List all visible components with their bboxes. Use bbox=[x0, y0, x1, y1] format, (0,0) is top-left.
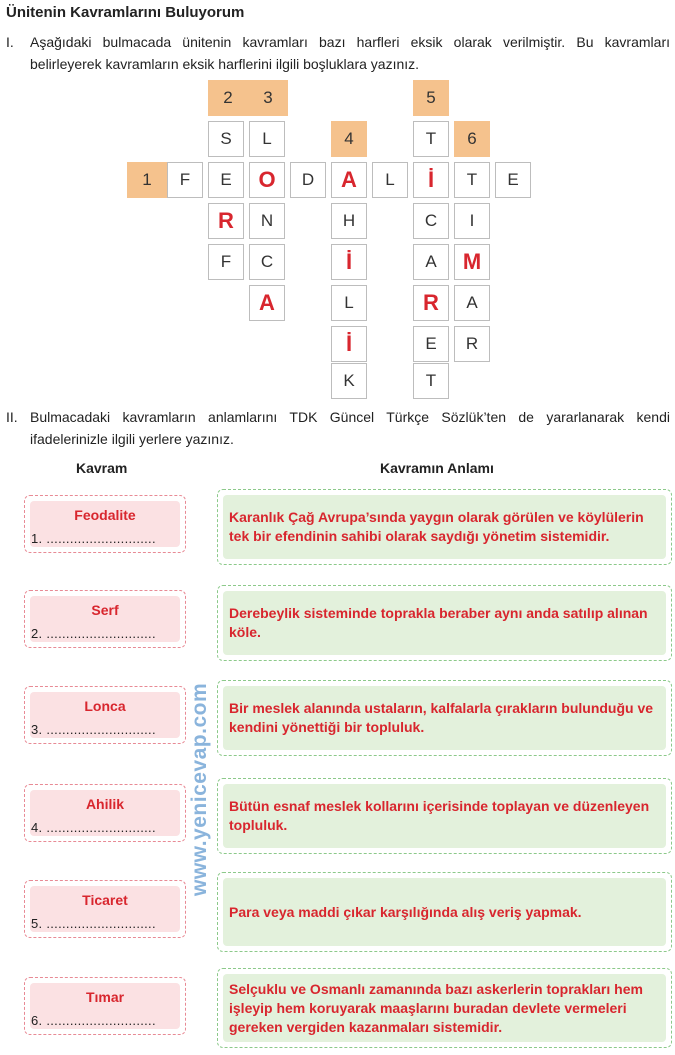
term-answer: Feodalite bbox=[74, 507, 136, 523]
column-header-anlam: Kavramın Anlamı bbox=[380, 460, 494, 476]
puzzle-cell: T bbox=[413, 121, 449, 157]
term-box bbox=[24, 880, 186, 938]
puzzle-cell: E bbox=[495, 162, 531, 198]
term-number: 6. ............................ bbox=[31, 1013, 156, 1028]
puzzle-cell: L bbox=[249, 121, 285, 157]
puzzle-cell: E bbox=[413, 326, 449, 362]
puzzle-cell-filled: R bbox=[208, 203, 244, 239]
puzzle-cell: A bbox=[454, 285, 490, 321]
term-number: 2. ............................ bbox=[31, 626, 156, 641]
puzzle-cell-filled: A bbox=[249, 285, 285, 321]
meaning-text: Karanlık Çağ Avrupa’sında yaygın olarak görülen ve köylülerin tek bir efendinin sahibi olarak saydığı yönetim sistemidir. bbox=[229, 509, 644, 544]
puzzle-cell: K bbox=[331, 363, 367, 399]
puzzle-number-2: 2 bbox=[208, 80, 248, 116]
term-answer: Ahilik bbox=[85, 796, 125, 812]
puzzle-cell: C bbox=[249, 244, 285, 280]
meaning-text: Para veya maddi çıkar karşılığında alış veriş yapmak. bbox=[229, 903, 582, 920]
puzzle-cell: T bbox=[413, 363, 449, 399]
puzzle-number-1: 1 bbox=[127, 162, 167, 198]
instruction-text: Aşağıdaki bulmacada ünitenin kavramları bazı harfleri eksik olarak verilmiştir. Bu kavramları belirleyerek kavramların eksik harflerini ilgili boşluklara yazınız. bbox=[30, 34, 670, 72]
term-box bbox=[24, 977, 186, 1035]
meaning-box bbox=[217, 489, 672, 565]
column-header-kavram: Kavram bbox=[76, 460, 128, 476]
puzzle-cell: T bbox=[454, 162, 490, 198]
puzzle-cell: L bbox=[372, 162, 408, 198]
meaning-box bbox=[217, 778, 672, 854]
puzzle-cell: S bbox=[208, 121, 244, 157]
term-box bbox=[24, 686, 186, 744]
meaning-text: Bir meslek alanında ustaların, kalfalarla çırakların bulunduğu ve kendini yönettiği bir topluluk. bbox=[229, 700, 654, 735]
puzzle-number-6: 6 bbox=[454, 121, 490, 157]
term-answer: Tımar bbox=[85, 989, 125, 1005]
puzzle-cell: H bbox=[331, 203, 367, 239]
instruction-part-2 bbox=[6, 406, 670, 450]
term-answer: Lonca bbox=[84, 698, 126, 714]
meaning-text: Selçuklu ve Osmanlı zamanında bazı askerlerin toprakları hem işleyip hem koruyarak maaşlarını buradan devlete vermeleri gereken vergiden kazanmaları sistemidir. bbox=[229, 980, 643, 1035]
term-number: 1. ............................ bbox=[31, 531, 156, 546]
puzzle-number-4: 4 bbox=[331, 121, 367, 157]
meaning-box bbox=[217, 872, 672, 952]
puzzle-cell: F bbox=[167, 162, 203, 198]
puzzle-number-3: 3 bbox=[248, 80, 288, 116]
puzzle-cell: D bbox=[290, 162, 326, 198]
term-box bbox=[24, 590, 186, 648]
puzzle-number-5: 5 bbox=[413, 80, 449, 116]
puzzle-cell: F bbox=[208, 244, 244, 280]
puzzle-cell: I bbox=[454, 203, 490, 239]
puzzle-cell-filled: R bbox=[413, 285, 449, 321]
watermark bbox=[178, 660, 218, 900]
term-number: 3. ............................ bbox=[31, 722, 156, 737]
puzzle-cell-filled: A bbox=[331, 162, 367, 198]
puzzle-cell: R bbox=[454, 326, 490, 362]
puzzle-cell: C bbox=[413, 203, 449, 239]
meaning-text: Derebeylik sisteminde toprakla beraber aynı anda satılıp alınan köle. bbox=[229, 605, 648, 640]
term-answer: Serf bbox=[91, 602, 119, 618]
meaning-box bbox=[217, 968, 672, 1048]
term-number: 4. ............................ bbox=[31, 820, 156, 835]
puzzle-cell-filled: İ bbox=[331, 326, 367, 362]
puzzle-cell-filled: M bbox=[454, 244, 490, 280]
watermark-text: www.yenicevap.com bbox=[188, 682, 211, 896]
instruction-part-1 bbox=[6, 31, 670, 75]
puzzle-cell-filled: İ bbox=[331, 244, 367, 280]
term-box bbox=[24, 784, 186, 842]
puzzle-cell: N bbox=[249, 203, 285, 239]
meaning-text: Bütün esnaf meslek kollarını içerisinde toplayan ve düzenleyen topluluk. bbox=[229, 798, 650, 833]
term-answer: Ticaret bbox=[82, 892, 128, 908]
puzzle-cell: L bbox=[331, 285, 367, 321]
meaning-box bbox=[217, 585, 672, 661]
page-title: Ünitenin Kavramlarını Buluyorum bbox=[6, 4, 245, 21]
part-number: I. bbox=[6, 34, 14, 50]
puzzle-cell-filled: İ bbox=[413, 162, 449, 198]
puzzle-cell: A bbox=[413, 244, 449, 280]
term-number: 5. ............................ bbox=[31, 916, 156, 931]
meaning-box bbox=[217, 680, 672, 756]
puzzle-cell-filled: O bbox=[249, 162, 285, 198]
term-box bbox=[24, 495, 186, 553]
instruction-text: Bulmacadaki kavramların anlamlarını TDK Güncel Türkçe Sözlük’ten de yararlanarak kendi ifadelerinizle ilgili yerlere yazınız. bbox=[30, 409, 670, 447]
part-number: II. bbox=[6, 409, 18, 425]
puzzle-cell: E bbox=[208, 162, 244, 198]
